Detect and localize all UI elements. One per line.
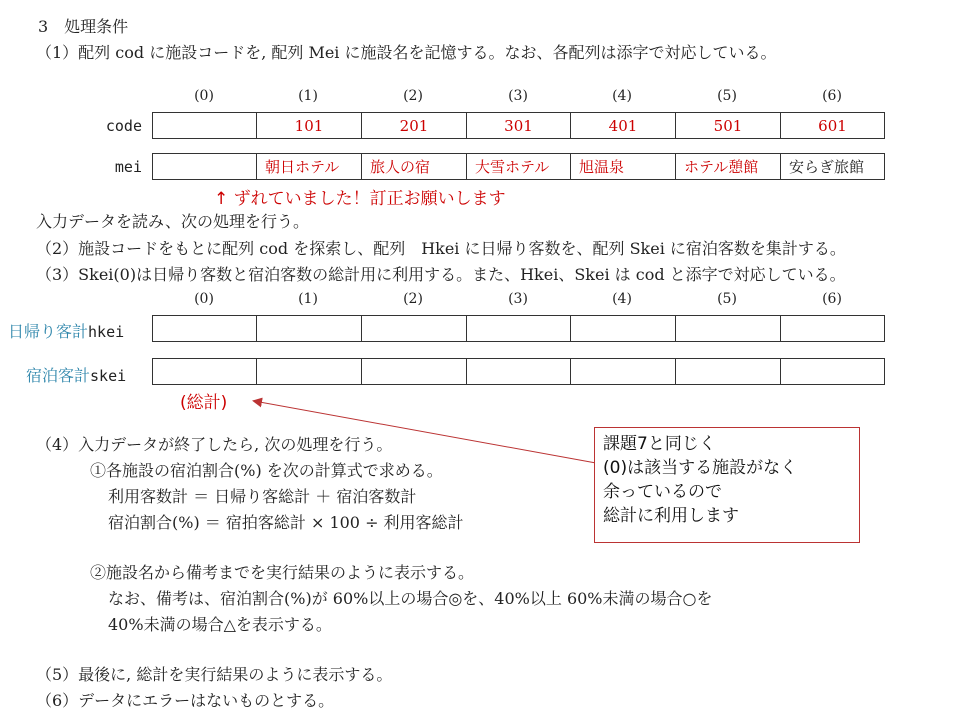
callout-line: 余っているので xyxy=(603,482,722,502)
code-cell: 201 xyxy=(361,112,467,139)
index-label: (5) xyxy=(717,88,737,104)
mei-cell: ホテル憩館 xyxy=(675,153,781,180)
index-label: (3) xyxy=(508,88,528,104)
condition-1: （1）配列 cod に施設コードを, 配列 Mei に施設名を記憶する。なお、各配列は添字で対応している。 xyxy=(36,43,777,62)
callout-box xyxy=(594,427,860,543)
formula-usage-total: 利用客数計 ＝ 日帰り客総計 ＋ 宿泊客数計 xyxy=(108,487,417,506)
code-cell: 501 xyxy=(675,112,781,139)
index-label: (6) xyxy=(822,291,842,307)
callout-line: 課題7と同じく xyxy=(603,434,716,454)
code-cell: 301 xyxy=(466,112,571,139)
index-label: (4) xyxy=(612,291,632,307)
condition-4: （4）入力データが終了したら, 次の処理を行う。 xyxy=(36,435,393,454)
code-row-label: code xyxy=(105,117,142,135)
skei-label-en: skei xyxy=(90,367,127,385)
mei-cell: 大雪ホテル xyxy=(466,153,571,180)
hkei-label-jp: 日帰り客計 xyxy=(8,322,89,341)
mei-cell: 旅人の宿 xyxy=(361,153,467,180)
index-label: (0) xyxy=(194,291,214,307)
code-cell: 101 xyxy=(256,112,362,139)
code-cell: 601 xyxy=(780,112,885,139)
formula-stay-ratio: 宿泊割合(%) ＝ 宿拍客総計 × 100 ÷ 利用客総計 xyxy=(108,513,464,532)
index-label: (1) xyxy=(298,291,318,307)
section-heading: 3 処理条件 xyxy=(38,17,129,36)
index-label: (5) xyxy=(717,291,737,307)
index-label: (2) xyxy=(403,88,423,104)
index-label: (4) xyxy=(612,88,632,104)
skei-label-jp: 宿泊客計 xyxy=(26,366,91,385)
mei-cell: 朝日ホテル xyxy=(256,153,362,180)
correction-note: ↑ ずれていました！訂正お願いします xyxy=(214,189,506,209)
index-label: (2) xyxy=(403,291,423,307)
condition-4-step-1: ①各施設の宿泊割合(%) を次の計算式で求める。 xyxy=(90,461,443,480)
input-instruction: 入力データを読み、次の処理を行う。 xyxy=(36,212,309,231)
callout-line: (0)は該当する施設がなく xyxy=(603,458,798,478)
mei-row-label: mei xyxy=(114,158,142,176)
index-label: (0) xyxy=(194,88,214,104)
callout-line: 総計に利用します xyxy=(603,506,739,526)
index-label: (1) xyxy=(298,88,318,104)
total-note: (総計) xyxy=(180,393,228,413)
hkei-label-en: hkei xyxy=(88,323,125,341)
condition-4-step-2: ②施設名から備考までを実行結果のように表示する。 xyxy=(90,563,475,582)
mei-cell: 旭温泉 xyxy=(570,153,676,180)
mei-cell: 安らぎ旅館 xyxy=(780,153,885,180)
index-label: (6) xyxy=(822,88,842,104)
remark-rule-2: 40%未満の場合△を表示する。 xyxy=(108,615,332,634)
index-label: (3) xyxy=(508,291,528,307)
condition-6: （6）データにエラーはないものとする。 xyxy=(36,691,335,710)
condition-2: （2）施設コードをもとに配列 cod を探索し、配列 Hkei に日帰り客数を、配列 Skei に宿泊客数を集計する。 xyxy=(36,239,846,258)
remark-rule-1: なお、備考は、宿泊割合(%)が 60%以上の場合◎を、40%以上 60%未満の場合○を xyxy=(108,589,713,608)
code-cell: 401 xyxy=(570,112,676,139)
condition-3: （3）Skei(0)は日帰り客数と宿泊客数の総計用に利用する。また、Hkei、Skei は cod と添字で対応している。 xyxy=(36,265,846,284)
condition-5: （5）最後に, 総計を実行結果のように表示する。 xyxy=(36,665,393,684)
